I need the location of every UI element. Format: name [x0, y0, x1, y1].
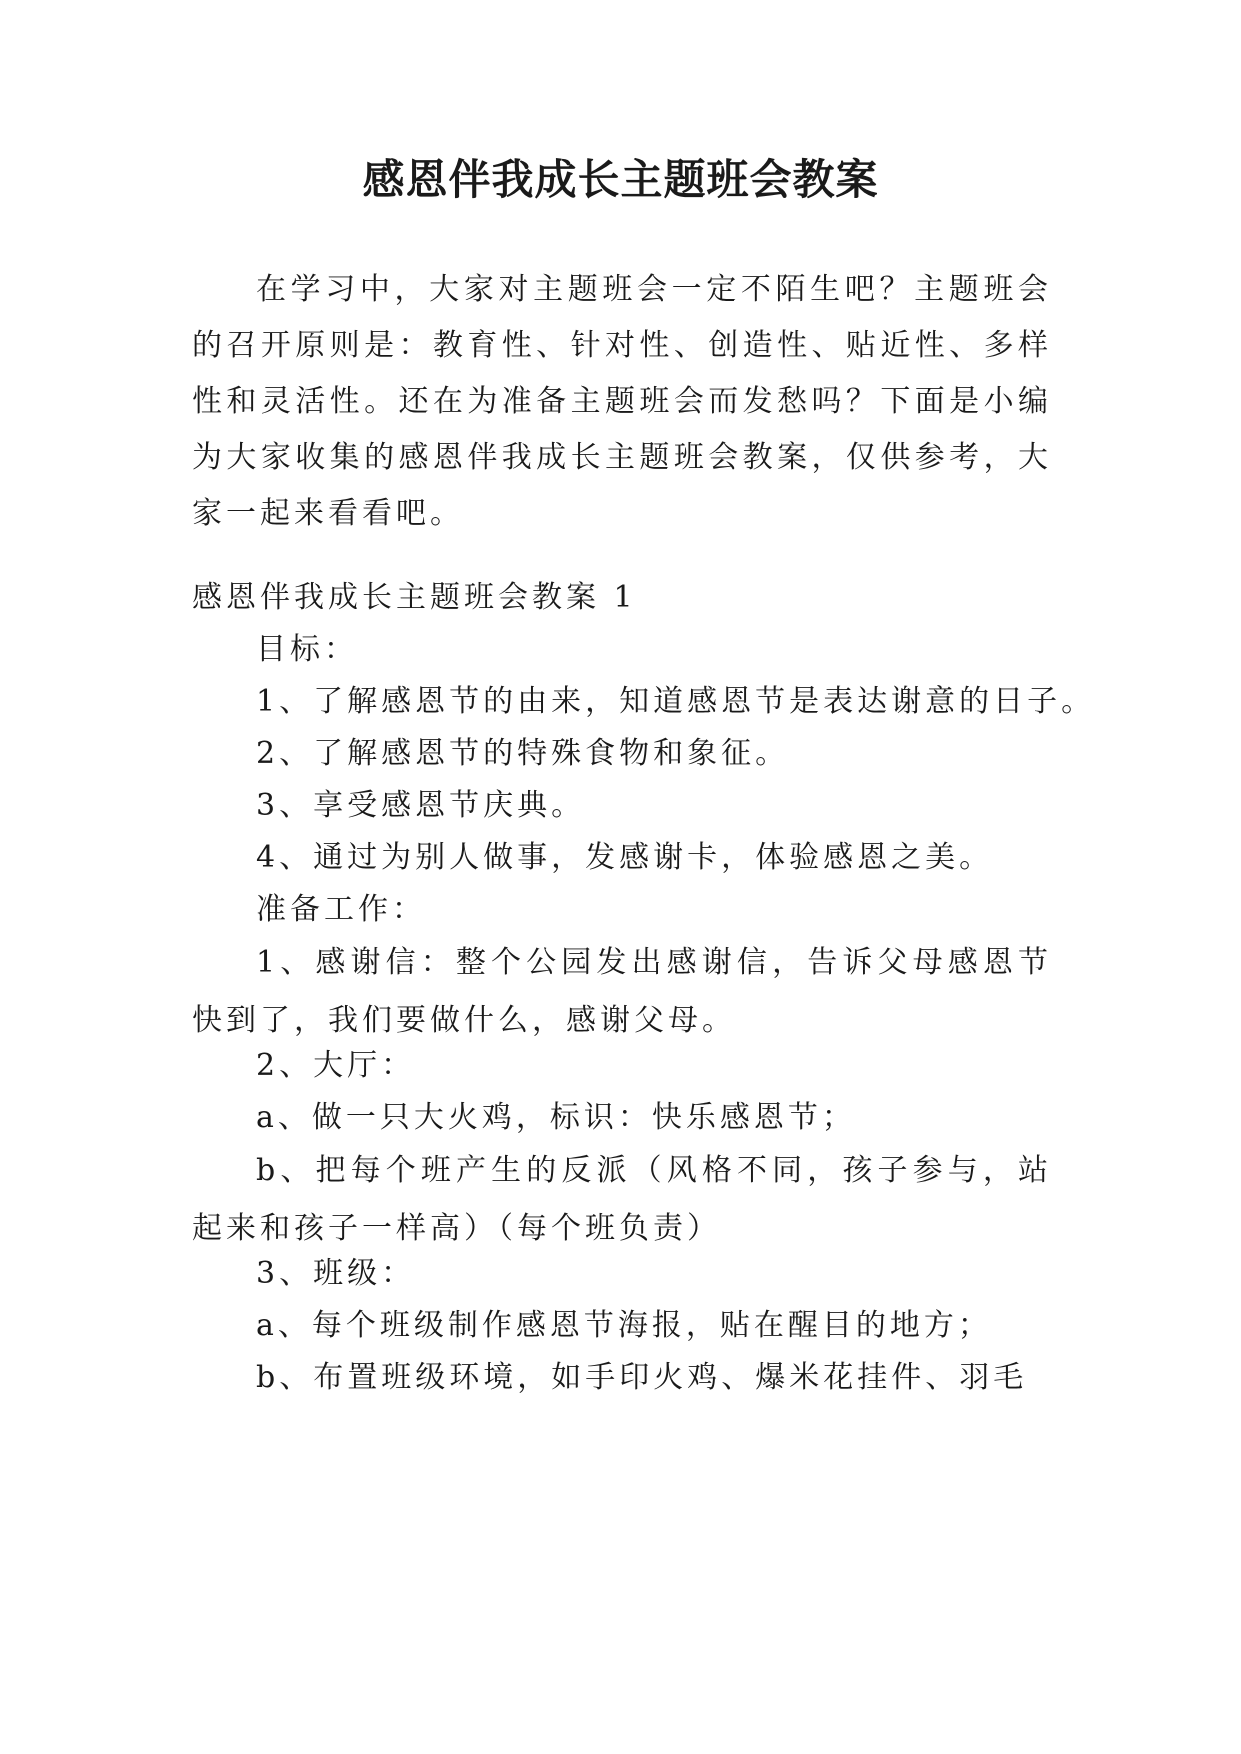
intro-paragraph: 在学习中，大家对主题班会一定不陌生吧？主题班会的召开原则是：教育性、针对性、创造性、贴近性、多样性和灵活性。还在为准备主题班会而发愁吗？下面是小编为大家收集的感恩伴我成长主题班会教案，仅供参考，大家一起来看看吧。	[192, 272, 1052, 531]
goal-item-1: 1、了解感恩节的由来，知道感恩节是表达谢意的日子。	[256, 684, 1096, 719]
prep-item-2b: b、把每个班产生的反派（风格不同，孩子参与，站起来和孩子一样高）（每个班负责）	[192, 1153, 1052, 1246]
prep-item-3b: b、布置班级环境，如手印火鸡、爆米花挂件、羽毛	[256, 1360, 1028, 1395]
prep-label: 准备工作：	[256, 892, 426, 927]
goal-item-2: 2、了解感恩节的特殊食物和象征。	[256, 736, 790, 771]
prep-item-3-label: 3、班级：	[256, 1256, 416, 1291]
document-title: 感恩伴我成长主题班会教案	[362, 155, 879, 204]
goal-item-4: 4、通过为别人做事，发感谢卡，体验感恩之美。	[256, 840, 994, 875]
section-heading: 感恩伴我成长主题班会教案 1	[192, 580, 637, 615]
prep-item-2a: a、做一只大火鸡，标识：快乐感恩节；	[256, 1100, 856, 1135]
prep-item-3a: a、每个班级制作感恩节海报，贴在醒目的地方；	[256, 1308, 992, 1343]
prep-item-2-label: 2、大厅：	[256, 1048, 416, 1083]
prep-item-1: 1、感谢信：整个公园发出感谢信，告诉父母感恩节快到了，我们要做什么，感谢父母。	[192, 945, 1052, 1038]
goals-label: 目标：	[256, 632, 358, 667]
goal-item-3: 3、享受感恩节庆典。	[256, 788, 586, 823]
